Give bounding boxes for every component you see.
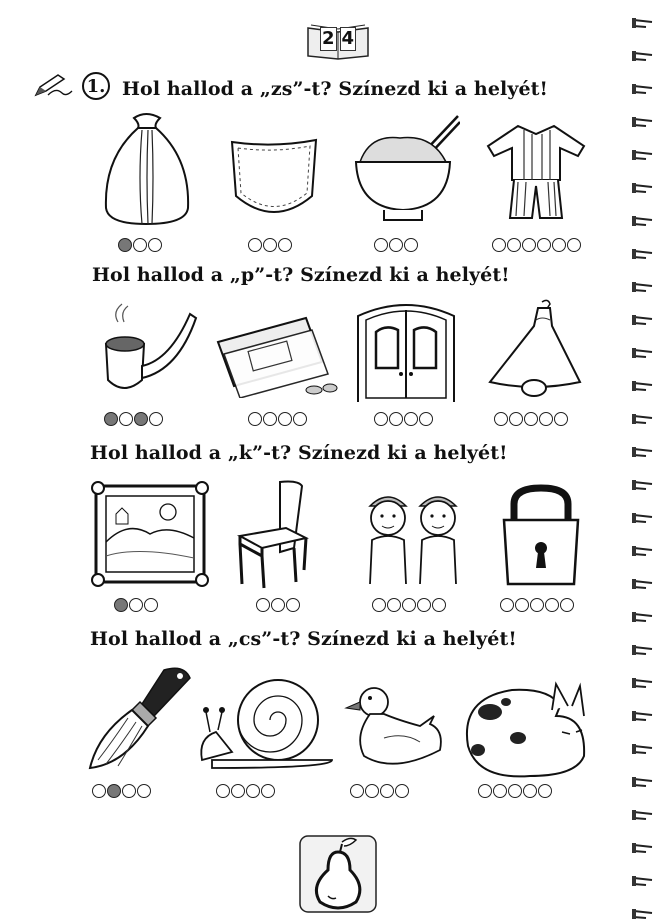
answer-circle[interactable] [507,238,521,252]
answer-circle[interactable] [395,784,409,798]
task-header [34,72,110,100]
answer-circles-row-3-item-1 [114,598,158,612]
spiral-ring [634,20,652,27]
spiral-hole [632,18,636,28]
answer-circle[interactable] [404,412,418,426]
spiral-hole [632,183,636,193]
answer-circle[interactable] [137,784,151,798]
spiral-hole [632,810,636,820]
spiral-ring [634,218,652,225]
answer-circle[interactable] [118,238,132,252]
spiral-hole [632,414,636,424]
spiral-ring [634,185,652,192]
lamp-icon [484,296,584,400]
spiral-ring [634,680,652,687]
answer-circle[interactable] [107,784,121,798]
padlock-icon [500,484,582,588]
answer-circles-row-1-item-2 [248,238,292,252]
answer-circles-row-3-item-2 [256,598,300,612]
duckling-icon [344,676,450,772]
answer-circle[interactable] [530,598,544,612]
spiral-ring [634,284,652,291]
answer-circle[interactable] [554,412,568,426]
spiral-hole [632,777,636,787]
answer-circle[interactable] [216,784,230,798]
spiral-ring [634,548,652,555]
snail-icon [192,672,338,772]
spiral-ring [634,350,652,357]
answer-circle[interactable] [144,598,158,612]
spiral-hole [632,546,636,556]
answer-circle[interactable] [372,598,386,612]
answer-circle[interactable] [248,412,262,426]
answer-circle[interactable] [119,412,133,426]
spiral-ring [634,746,652,753]
picture-frame-icon [88,476,212,594]
spiral-hole [632,447,636,457]
chair-icon [236,478,316,590]
spiral-hole [632,348,636,358]
spiral-hole [632,579,636,589]
spiral-binding [612,0,656,921]
spiral-hole [632,216,636,226]
answer-circle[interactable] [492,238,506,252]
answer-circle[interactable] [263,238,277,252]
spiral-hole [632,480,636,490]
answer-circle[interactable] [256,598,270,612]
page-number [306,22,370,60]
answer-circles-row-4-item-2 [216,784,275,798]
spiral-hole [632,909,636,919]
answer-circle[interactable] [537,238,551,252]
row-3-instruction: Hol hallod a „k”-t? Színezd ki a helyét! [90,442,508,464]
answer-circle[interactable] [374,412,388,426]
answer-circle[interactable] [419,412,433,426]
spiral-hole [632,117,636,127]
answer-circle[interactable] [278,238,292,252]
spiral-ring [634,86,652,93]
spiral-ring [634,317,652,324]
cat-icon [460,676,590,780]
row-1-instruction: Hol hallod a „zs”-t? Színezd ki a helyét! [122,78,548,100]
spiral-ring [634,482,652,489]
answer-circle[interactable] [134,412,148,426]
answer-circle[interactable] [278,412,292,426]
pencil-icon [34,73,74,99]
answer-circles-row-3-item-4 [500,598,574,612]
pear-icon [298,830,378,914]
answer-circle[interactable] [522,238,536,252]
spiral-ring [634,812,652,819]
spiral-hole [632,381,636,391]
money-icon [214,312,344,398]
spiral-ring [634,119,652,126]
spiral-ring [634,878,652,885]
answer-circle[interactable] [129,598,143,612]
answer-circle[interactable] [545,598,559,612]
answer-circle[interactable] [417,598,431,612]
spiral-hole [632,282,636,292]
brush-icon [84,664,196,774]
answer-circle[interactable] [509,412,523,426]
spiral-hole [632,711,636,721]
spiral-ring [634,779,652,786]
answer-circle[interactable] [231,784,245,798]
answer-circle[interactable] [500,598,514,612]
pajamas-icon [484,120,588,222]
answer-circle[interactable] [374,238,388,252]
answer-circle[interactable] [149,412,163,426]
answer-circle[interactable] [271,598,285,612]
answer-circle[interactable] [404,238,418,252]
twins-icon [362,480,468,588]
answer-circle[interactable] [263,412,277,426]
answer-circle[interactable] [508,784,522,798]
spiral-hole [632,678,636,688]
pipe-icon [94,300,198,400]
answer-circle[interactable] [387,598,401,612]
spiral-hole [632,84,636,94]
answer-circle[interactable] [567,238,581,252]
spiral-hole [632,513,636,523]
answer-circle[interactable] [133,238,147,252]
answer-circle[interactable] [114,598,128,612]
answer-circle[interactable] [494,412,508,426]
answer-circle[interactable] [104,412,118,426]
answer-circle[interactable] [538,784,552,798]
spiral-hole [632,843,636,853]
page-digit-1: 2 [321,28,335,49]
answer-circle[interactable] [478,784,492,798]
spiral-ring [634,449,652,456]
answer-circle[interactable] [389,238,403,252]
row-4-instruction: Hol hallod a „cs”-t? Színezd ki a helyét! [90,628,517,650]
spiral-ring [634,152,652,159]
answer-circle[interactable] [246,784,260,798]
answer-circle[interactable] [552,238,566,252]
answer-circles-row-2-item-4 [494,412,568,426]
row-2-instruction: Hol hallod a „p”-t? Színezd ki a helyét! [92,264,510,286]
spiral-hole [632,150,636,160]
answer-circles-row-4-item-3 [350,784,409,798]
answer-circle[interactable] [122,784,136,798]
task-number: 1. [82,72,110,100]
answer-circles-row-1-item-1 [118,238,162,252]
page-digit-2: 4 [341,28,355,49]
answer-circle[interactable] [261,784,275,798]
spiral-hole [632,612,636,622]
spiral-ring [634,845,652,852]
spiral-hole [632,249,636,259]
answer-circle[interactable] [432,598,446,612]
spiral-ring [634,911,652,918]
answer-circle[interactable] [402,598,416,612]
answer-circles-row-3-item-3 [372,598,446,612]
answer-circle[interactable] [365,784,379,798]
answer-circles-row-4-item-1 [92,784,151,798]
spiral-hole [632,876,636,886]
answer-circle[interactable] [523,784,537,798]
answer-circle[interactable] [560,598,574,612]
spiral-ring [634,614,652,621]
spiral-ring [634,53,652,60]
spiral-ring [634,581,652,588]
page-digits [320,27,356,51]
spiral-hole [632,51,636,61]
answer-circle[interactable] [389,412,403,426]
answer-circle[interactable] [493,784,507,798]
answer-circle[interactable] [350,784,364,798]
answer-circle[interactable] [380,784,394,798]
answer-circles-row-1-item-4 [492,238,581,252]
gate-icon [354,298,458,402]
answer-circles-row-2-item-2 [248,412,307,426]
answer-circle[interactable] [92,784,106,798]
spiral-ring [634,251,652,258]
answer-circles-row-4-item-4 [478,784,552,798]
rice-bowl-icon [350,112,460,224]
spiral-hole [632,645,636,655]
spiral-ring [634,713,652,720]
spiral-ring [634,416,652,423]
spiral-hole [632,315,636,325]
spiral-ring [634,515,652,522]
answer-circle[interactable] [148,238,162,252]
answer-circle[interactable] [293,412,307,426]
spiral-hole [632,744,636,754]
sack-icon [98,108,194,228]
spiral-ring [634,647,652,654]
answer-circles-row-2-item-3 [374,412,433,426]
answer-circle[interactable] [248,238,262,252]
answer-circle[interactable] [524,412,538,426]
answer-circles-row-1-item-3 [374,238,418,252]
answer-circle[interactable] [539,412,553,426]
answer-circle[interactable] [515,598,529,612]
answer-circle[interactable] [286,598,300,612]
patch-icon [228,136,320,226]
answer-circles-row-2-item-1 [104,412,163,426]
spiral-ring [634,383,652,390]
